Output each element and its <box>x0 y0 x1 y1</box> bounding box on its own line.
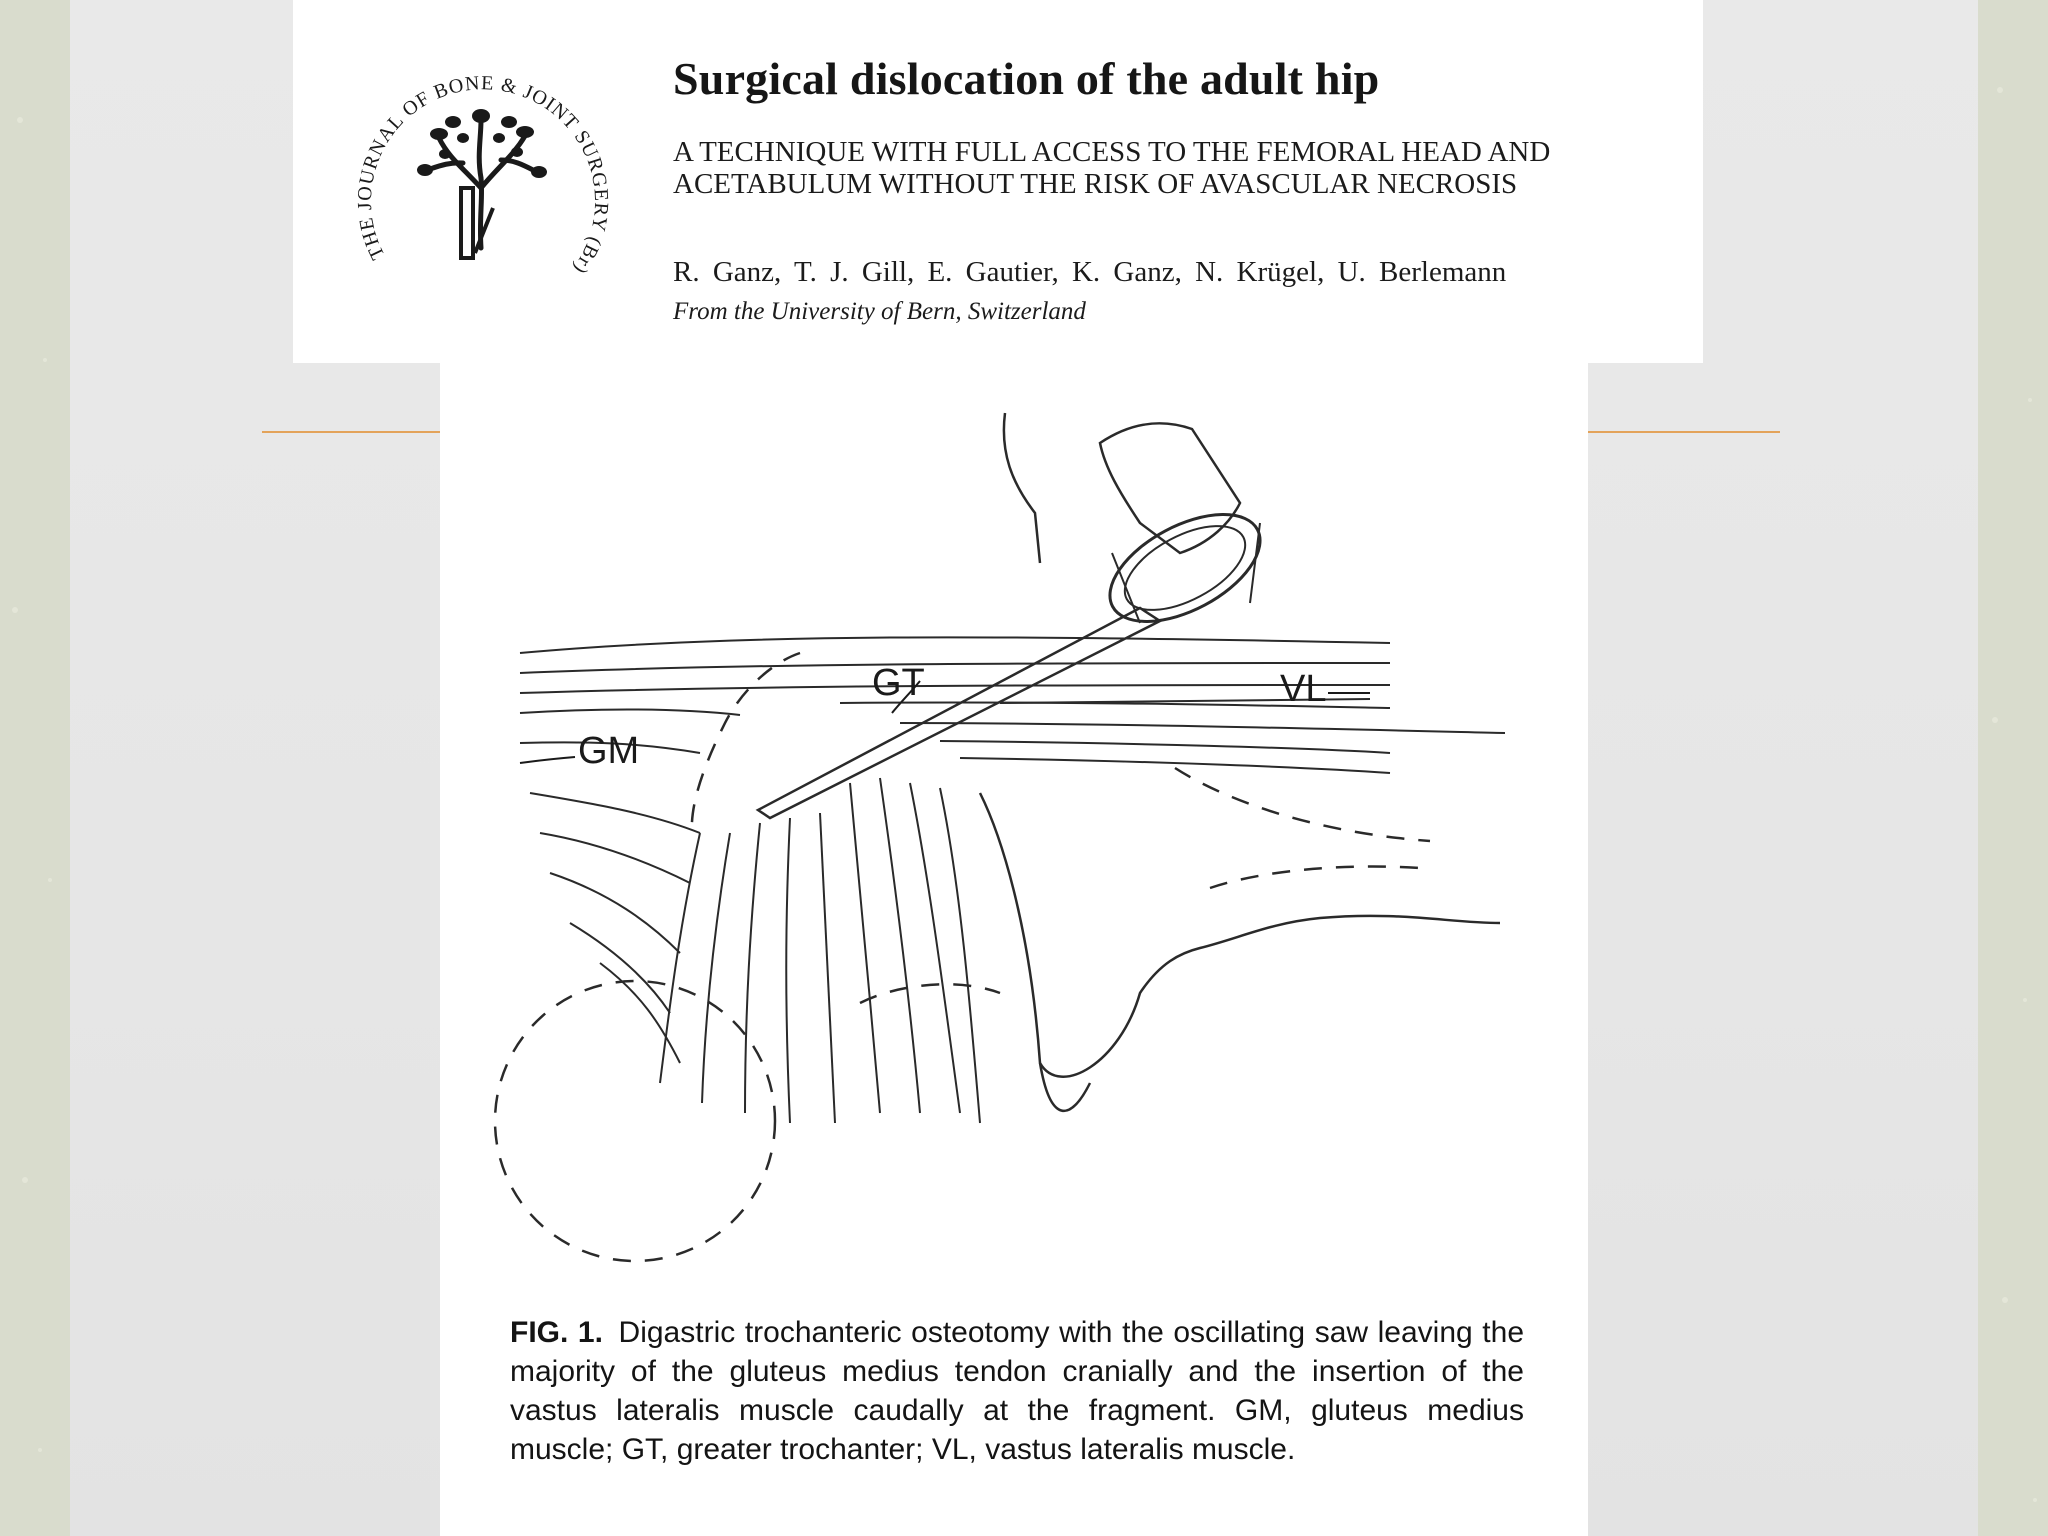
accent-rule-right <box>1588 431 1780 433</box>
trochanter-outline <box>980 793 1500 1077</box>
paper-subtitle: A TECHNIQUE WITH FULL ACCESS TO THE FEMORAL HEAD AND ACETABULUM WITHOUT THE RISK OF AVASCULAR NECROSIS <box>673 136 1551 200</box>
saw-housing <box>1004 413 1040 563</box>
paper-authors: R. Ganz, T. J. Gill, E. Gautier, K. Ganz, N. Krügel, U. Berlemann <box>673 256 1507 288</box>
accent-rule-left <box>262 431 440 433</box>
paper-header <box>293 0 1703 363</box>
journal-name-arc: THE JOURNAL OF BONE & JOINT SURGERY (Br) <box>353 72 613 279</box>
saw-blade-disc <box>1093 492 1277 643</box>
figure-caption-text: Digastric trochanteric osteotomy with the oscillating saw leaving the majority of the gluteus medius tendon cranially and the insertion of the vastus lateralis muscle caudally at the fragment. GM, gluteus medius muscle; GT, greater trochanter; VL, vastus lateralis muscle. <box>510 1316 1524 1466</box>
figure-caption-label: FIG. 1. <box>510 1316 603 1349</box>
paper-affiliation: From the University of Bern, Switzerland <box>673 298 1086 325</box>
vl-fibers <box>520 637 1505 773</box>
saw-blade <box>758 608 1160 818</box>
figure-caption <box>510 1313 1524 1469</box>
label-gt: GT <box>872 662 925 704</box>
paper-title: Surgical dislocation of the adult hip <box>673 53 1380 104</box>
femoral-head-outline <box>495 981 775 1261</box>
figure-panel <box>440 363 1588 1536</box>
label-vl: VL <box>1280 668 1327 710</box>
hip-osteotomy-illustration <box>440 363 1588 1303</box>
label-gm: GM <box>578 730 640 772</box>
muscle-strands <box>660 778 980 1123</box>
journal-logo <box>353 38 613 298</box>
